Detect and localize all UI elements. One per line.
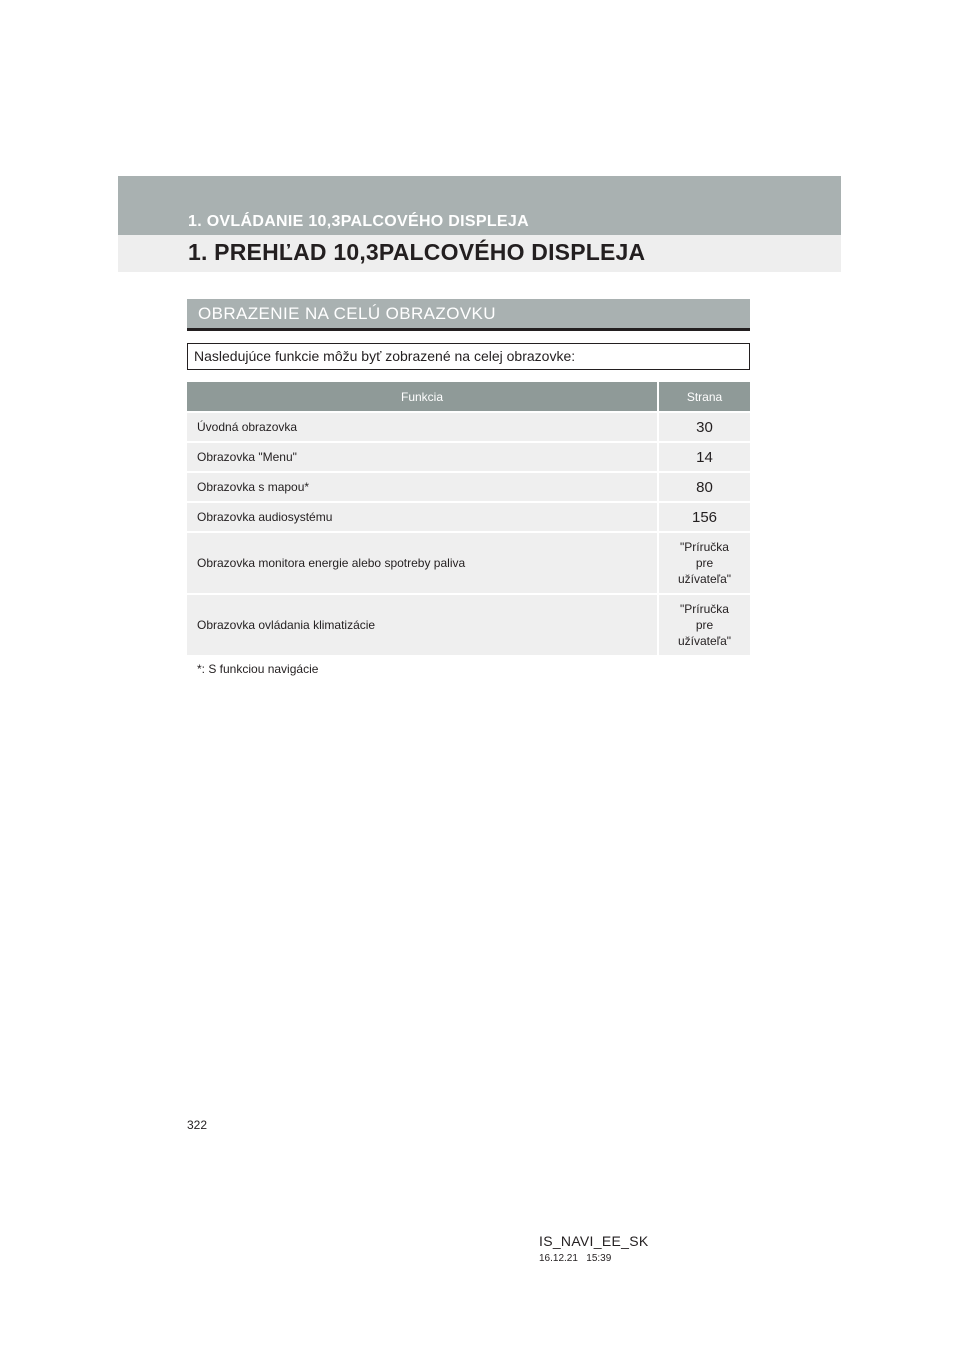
page-reference-line: pre [695, 556, 714, 570]
function-cell: Obrazovka audiosystému [187, 501, 657, 531]
table-row [187, 531, 750, 593]
function-cell: Úvodná obrazovka [187, 411, 657, 441]
column-header-page: Strana [657, 382, 750, 411]
function-cell: Obrazovka "Menu" [187, 441, 657, 471]
page-cell: 14 [657, 441, 750, 471]
table-row [187, 441, 750, 471]
chapter-header-bar [118, 176, 841, 235]
page-reference-line: užívateľa" [677, 634, 732, 648]
section-title: 1. PREHĽAD 10,3PALCOVÉHO DISPLEJA [188, 239, 646, 265]
subsection-title: OBRAZENIE NA CELÚ OBRAZOVKU [198, 304, 496, 323]
intro-text: Nasledujúce funkcie môžu byť zobrazené na celej obrazovke: [194, 348, 576, 364]
function-cell: Obrazovka monitora energie alebo spotreby paliva [187, 531, 657, 593]
chapter-header [118, 176, 841, 272]
page-number: 322 [187, 1118, 208, 1132]
page-reference-line: užívateľa" [677, 572, 732, 586]
page-reference-line: "Príručka [680, 540, 729, 554]
function-table [187, 382, 750, 655]
page-cell: 156 [657, 501, 750, 531]
chapter-title: 1. OVLÁDANIE 10,3PALCOVÉHO DISPLEJA [188, 213, 529, 230]
page-cell: 80 [657, 471, 750, 501]
table-row [187, 593, 750, 655]
document-code: IS_NAVI_EE_SK [539, 1233, 649, 1249]
page-cell [657, 531, 750, 593]
function-cell: Obrazovka ovládania klimatizácie [187, 593, 657, 655]
page-cell: 30 [657, 411, 750, 441]
table-row [187, 501, 750, 531]
table-row [187, 471, 750, 501]
subsection-header [187, 299, 750, 331]
page-cell [657, 593, 750, 655]
table-header-row [187, 382, 750, 411]
document-datetime: 16.12.21 15:39 [539, 1253, 612, 1264]
page-reference-line: pre [695, 618, 714, 632]
function-cell: Obrazovka s mapou* [187, 471, 657, 501]
footnote: *: S funkciou navigácie [197, 662, 319, 676]
table-row [187, 411, 750, 441]
column-header-function: Funkcia [187, 382, 657, 411]
page-reference-line: "Príručka [680, 602, 729, 616]
intro-box [187, 343, 750, 370]
